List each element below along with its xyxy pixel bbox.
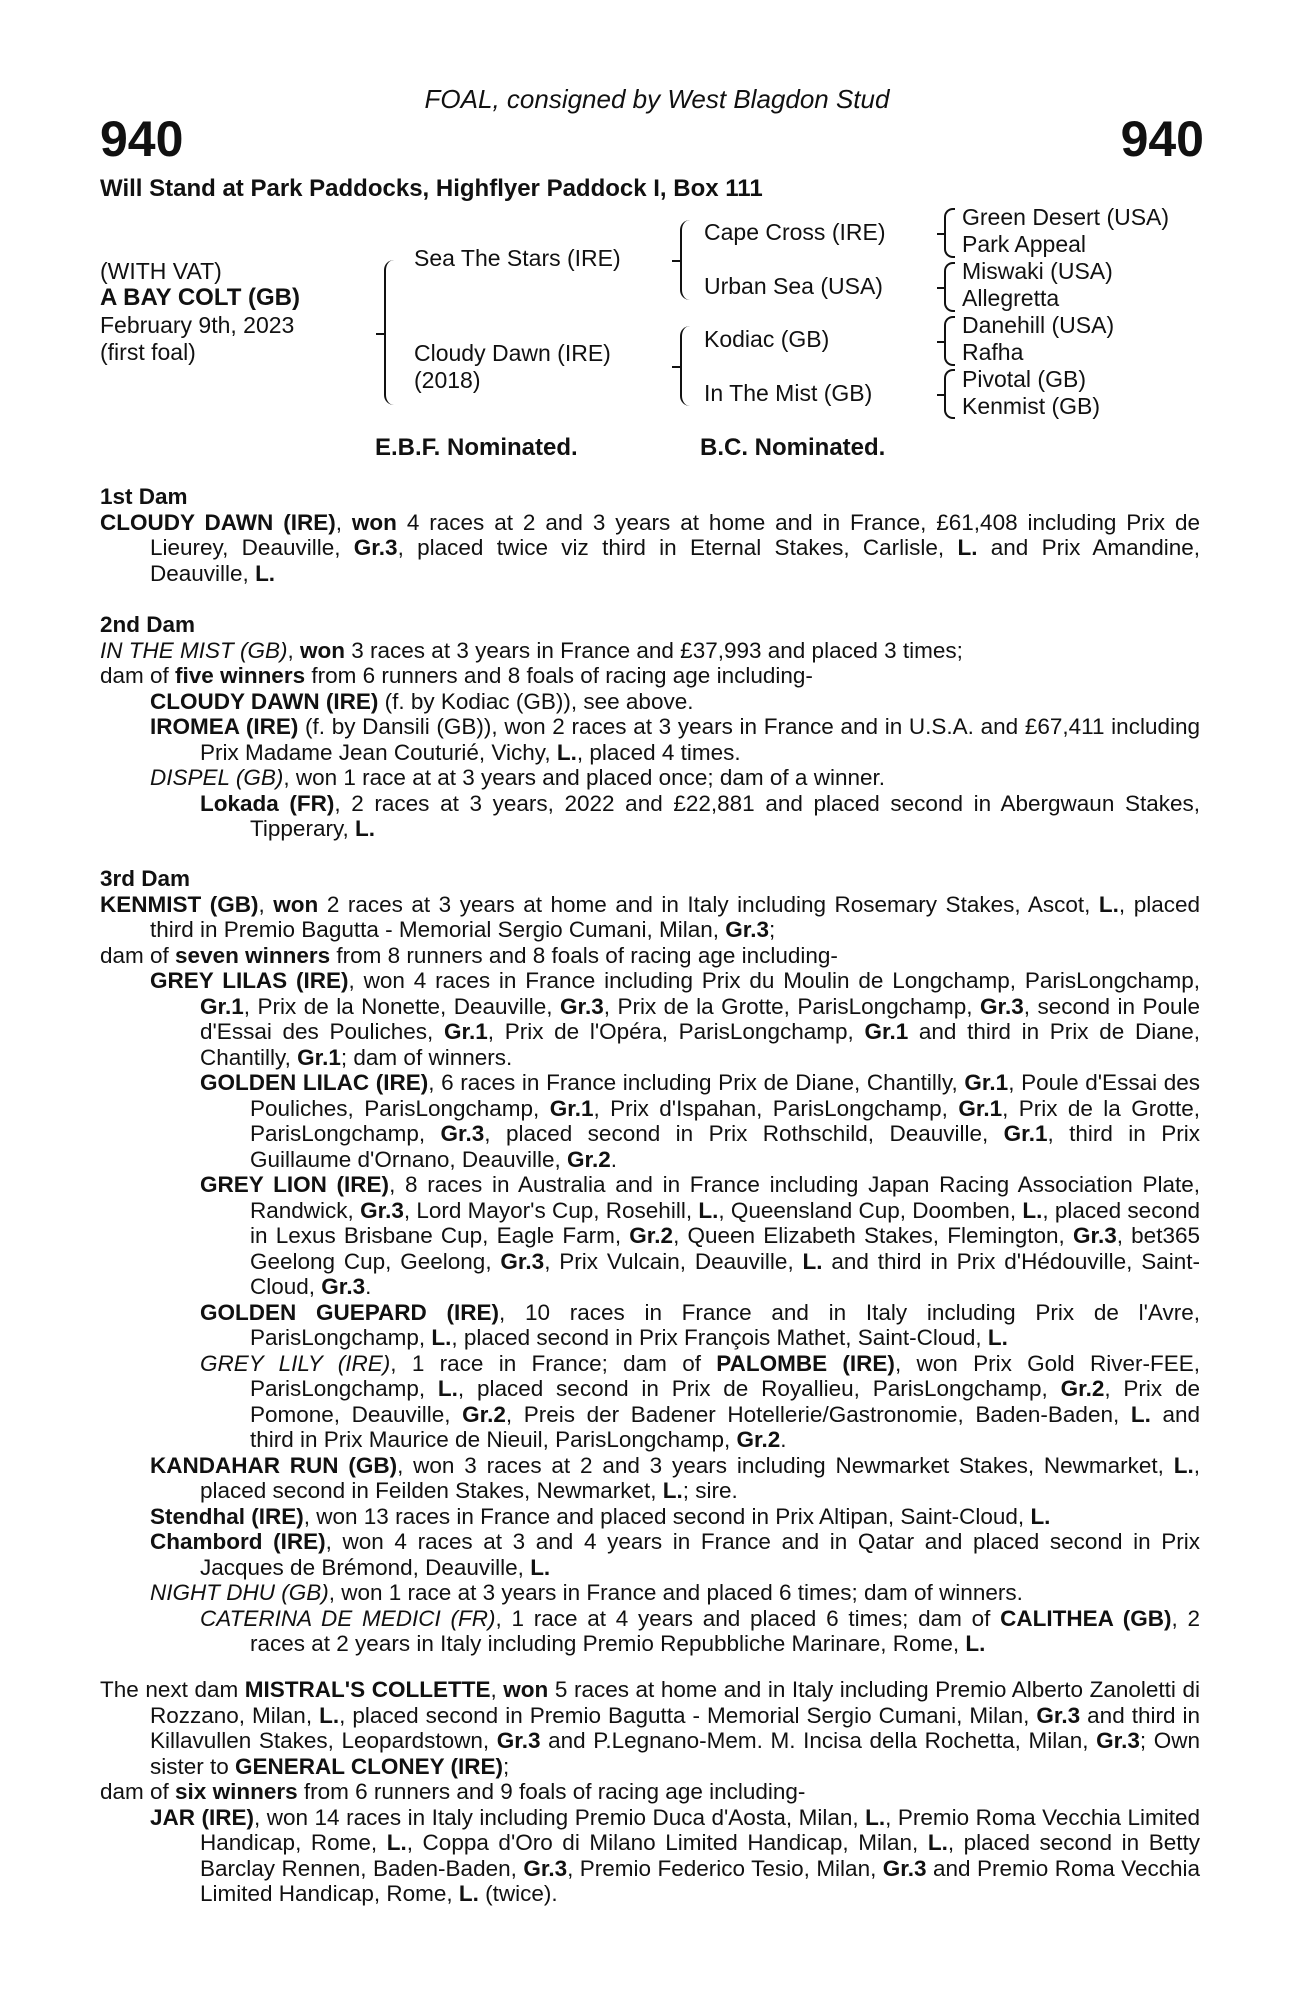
produce-lokada: Lokada (FR), 2 races at 3 years, 2022 and £22,881 and placed second in Abergwaun Stakes, Tipperary, L. (200, 790, 1200, 841)
brace-ss (944, 208, 955, 258)
dam-dam: In The Mist (GB) (704, 380, 873, 406)
foal-note: (first foal) (100, 339, 196, 365)
ss-dam: Park Appeal (962, 231, 1087, 257)
next-dam-paragraph: The next dam MISTRAL'S COLLETTE, won 5 races at home and in Italy including Premio Alberto Zanoletti di Rozzano, Milan, L., placed second in Premio Bagutta - Memorial Sergio Cumani, Milan, Gr.3 and third in Killavullen Stakes, Leopardstown, Gr.3 and P.Legnano-Mem. M. Incisa della Rochetta, Milan, Gr.3; Own sister to GENERAL CLONEY (IRE); (100, 1677, 1200, 1779)
first-dam-heading: 1st Dam (100, 484, 188, 509)
dd-dam: Kenmist (GB) (962, 393, 1101, 419)
lot-number-left: 940 (100, 111, 184, 167)
sire-dam: Urban Sea (USA) (704, 273, 883, 299)
brace-dd (944, 369, 955, 419)
ds-sire: Danehill (USA) (962, 312, 1115, 338)
first-dam-name: CLOUDY DAWN (IRE) (100, 509, 336, 535)
dd-sire: Pivotal (GB) (962, 366, 1086, 392)
produce-jar: JAR (IRE), won 14 races in Italy including Premio Duca d'Aosta, Milan, L., Premio Roma Vecchia Limited Handicap, Rome, L., Coppa d'Oro di Milano Limited Handicap, Milan, L., placed second in Betty Barclay Rennen, Baden-Baden, Gr.3, Premio Federico Tesio, Milan, Gr.3 and Premio Roma Vecchia Limited Handicap, Rome, L. (twice). (150, 1804, 1200, 1906)
second-dam-section (100, 612, 1200, 842)
third-dam-heading: 3rd Dam (100, 866, 191, 891)
produce-stendhal: Stendhal (IRE), won 13 races in France and placed second in Prix Altipan, Saint-Cloud, L. (150, 1503, 1051, 1529)
produce-golden-guepard: GOLDEN GUEPARD (IRE), 10 races in France and in Italy including Prix de l'Avre, ParisLongchamp, L., placed second in Prix François Mathet, Saint-Cloud, L. (200, 1299, 1200, 1350)
sire-sire: Cape Cross (IRE) (704, 219, 886, 245)
third-dam-section (100, 866, 1200, 1657)
next-dam-section (100, 1677, 1200, 1907)
sd-sire: Miswaki (USA) (962, 258, 1113, 284)
third-dam-produce-line: dam of seven winners from 8 runners and 8 foals of racing age including- (100, 942, 838, 968)
produce-night-dhu: NIGHT DHU (GB), won 1 race at 3 years in France and placed 6 times; dam of winners. (150, 1580, 1023, 1605)
third-dam-name: KENMIST (GB) (100, 891, 259, 917)
horse-dob: February 9th, 2023 (100, 312, 295, 338)
produce-caterina: CATERINA DE MEDICI (FR), 1 race at 4 years and placed 6 times; dam of CALITHEA (GB), 2 races at 2 years in Italy including Premio Repubbliche Marinare, Rome, L. (200, 1605, 1200, 1656)
horse-name: A BAY COLT (GB) (100, 284, 301, 311)
third-dam-paragraph: KENMIST (GB), won 2 races at 3 years at home and in Italy including Rosemary Stakes, Ascot, L., placed third in Premio Bagutta - Memorial Sergio Cumani, Milan, Gr.3; (100, 891, 1200, 942)
lot-number-right: 940 (1120, 111, 1204, 167)
brace-sire (680, 220, 692, 300)
ds-dam: Rafha (962, 339, 1024, 365)
ebf-nominated: E.B.F. Nominated. (375, 434, 578, 461)
dam: Cloudy Dawn (IRE) (414, 340, 611, 366)
sire: Sea The Stars (IRE) (414, 245, 621, 271)
next-dam-produce-line: dam of six winners from 6 runners and 9 foals of racing age including- (100, 1779, 806, 1804)
produce-golden-lilac: GOLDEN LILAC (IRE), 6 races in France including Prix de Diane, Chantilly, Gr.1, Poule d'Essai des Pouliches, ParisLongchamp, Gr.1, Prix d'Ispahan, ParisLongchamp, Gr.1, Prix de la Grotte, ParisLongchamp, Gr.3, placed second in Prix Rothschild, Deauville, Gr.1, third in Prix Guillaume d'Ornano, Deauville, Gr.2. (200, 1070, 1200, 1172)
second-dam-name: IN THE MIST (GB) (100, 637, 288, 663)
produce-cloudy-dawn: CLOUDY DAWN (IRE) (f. by Kodiac (GB)), see above. (150, 688, 694, 714)
produce-grey-lion: GREY LION (IRE), 8 races in Australia and in France including Japan Racing Association Plate, Randwick, Gr.3, Lord Mayor's Cup, Rosehill, L., Queensland Cup, Doomben, L., placed second in Lexus Brisbane Cup, Eagle Farm, Gr.2, Queen Elizabeth Stakes, Flemington, Gr.3, bet365 Geelong Cup, Geelong, Gr.3, Prix Vulcain, Deauville, L. and third in Prix d'Hédouville, Saint-Cloud, Gr.3. (200, 1172, 1200, 1299)
produce-iromea: IROMEA (IRE) (f. by Dansili (GB)), won 2 races at 3 years in France and in U.S.A. and £67,411 including Prix Madame Jean Couturié, Vichy, L., placed 4 times. (150, 714, 1200, 765)
brace-sd (944, 262, 955, 312)
brace-ds (944, 316, 955, 366)
produce-grey-lily: GREY LILY (IRE), 1 race in France; dam of PALOMBE (IRE), won Prix Gold River-FEE, ParisLongchamp, L., placed second in Prix de Royallieu, ParisLongchamp, Gr.2, Prix de Pomone, Deauville, Gr.2, Preis der Badener Hotellerie/Gastronomie, Baden-Baden, L. and third in Prix Maurice de Nieuil, ParisLongchamp, Gr.2. (200, 1350, 1200, 1452)
produce-chambord: Chambord (IRE), won 4 races at 3 and 4 years in France and in Qatar and placed second in Prix Jacques de Brémond, Deauville, L. (150, 1529, 1200, 1580)
second-dam-heading: 2nd Dam (100, 612, 196, 637)
produce-dispel: DISPEL (GB), won 1 race at at 3 years and placed once; dam of a winner. (150, 765, 885, 790)
brace-main (384, 260, 396, 405)
produce-kandahar-run: KANDAHAR RUN (GB), won 3 races at 2 and 3 years including Newmarket Stakes, Newmarket, L., placed second in Feilden Stakes, Newmarket, L.; sire. (150, 1452, 1201, 1503)
dam-sire: Kodiac (GB) (704, 326, 830, 352)
bc-nominated: B.C. Nominated. (700, 434, 886, 461)
second-dam-produce-line: dam of five winners from 6 runners and 8 foals of racing age including- (100, 663, 813, 688)
stand-location: Will Stand at Park Paddocks, Highflyer Paddock I, Box 111 (100, 175, 763, 202)
dam-year: (2018) (414, 367, 481, 393)
first-dam-paragraph: CLOUDY DAWN (IRE), won 4 races at 2 and 3 years at home and in France, £61,408 including Prix de Lieurey, Deauville, Gr.3, placed twice viz third in Eternal Stakes, Carlisle, L. and Prix Amandine, Deauville, L. (100, 509, 1200, 586)
sd-dam: Allegretta (962, 285, 1060, 311)
second-dam-paragraph: IN THE MIST (GB), won 3 races at 3 years in France and £37,993 and placed 3 times; (100, 637, 963, 663)
brace-dam (680, 326, 692, 406)
produce-grey-lilas: GREY LILAS (IRE), won 4 races in France including Prix du Moulin de Longchamp, ParisLongchamp, Gr.1, Prix de la Nonette, Deauville, Gr.3, Prix de la Grotte, ParisLongchamp, Gr.3, second in Poule d'Essai des Pouliches, Gr.1, Prix de l'Opéra, ParisLongchamp, Gr.1 and third in Prix de Diane, Chantilly, Gr.1; dam of winners. (150, 968, 1200, 1070)
first-dam-section (100, 484, 1200, 586)
vat-note: (WITH VAT) (100, 258, 222, 284)
consignor-line: FOAL, consigned by West Blagdon Stud (424, 84, 890, 114)
ss-sire: Green Desert (USA) (962, 204, 1170, 230)
